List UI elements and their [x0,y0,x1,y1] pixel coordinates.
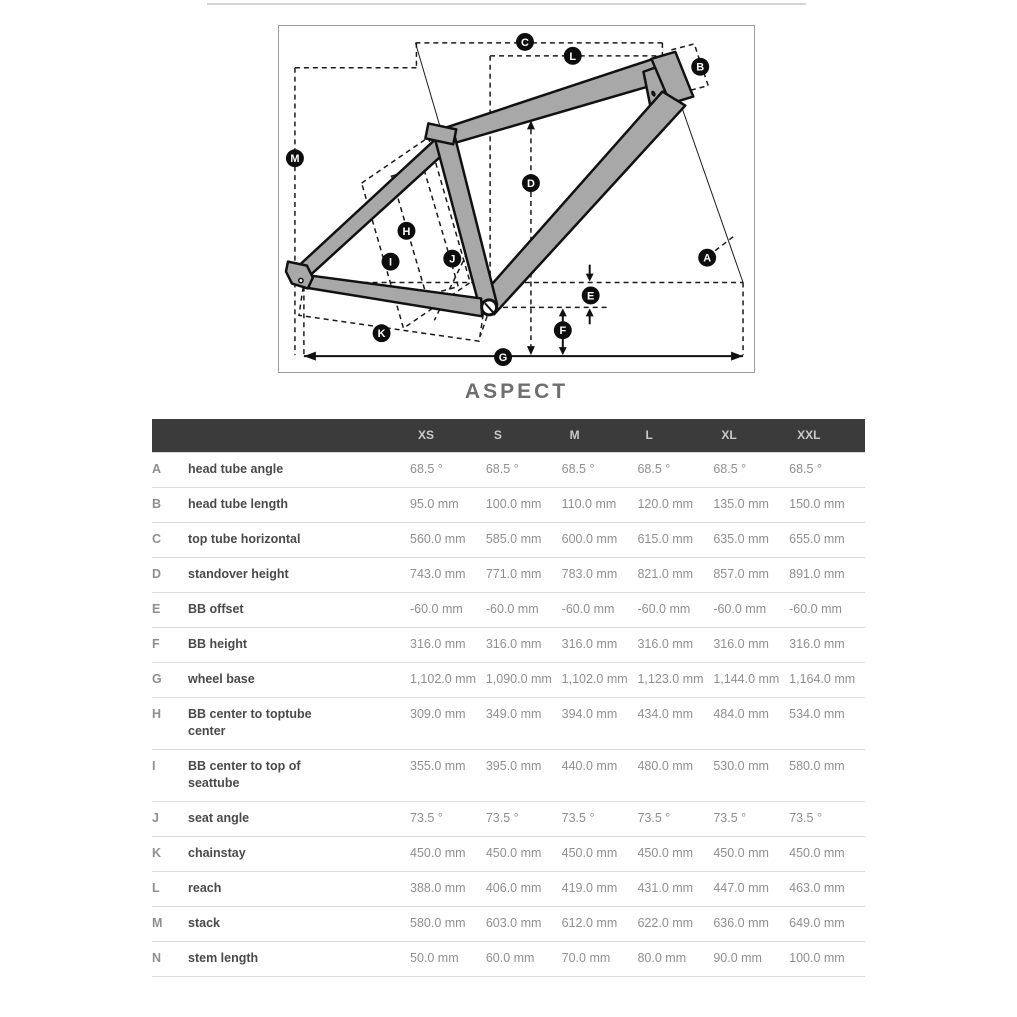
value-cell: 406.0 mm [486,872,562,907]
bike-frame-svg [279,26,754,372]
row-letter: M [152,907,188,942]
row-label: head tube length [188,488,410,523]
size-header-m: M [562,419,638,453]
badge-k [373,324,391,342]
value-cell: 349.0 mm [486,698,562,750]
row-label: top tube horizontal [188,523,410,558]
badge-a [698,249,716,267]
svg-text:B: B [696,61,705,74]
measurement-arrows [304,120,743,360]
value-cell: 110.0 mm [562,488,638,523]
table-row [152,628,865,663]
size-header-row [152,419,865,453]
value-cell: 73.5 ° [486,802,562,837]
badge-i [382,253,400,271]
value-cell: 316.0 mm [486,628,562,663]
table-row [152,802,865,837]
value-cell: 316.0 mm [410,628,486,663]
value-cell: 73.5 ° [410,802,486,837]
row-letter: J [152,802,188,837]
header-spacer [188,419,410,453]
value-cell: 316.0 mm [637,628,713,663]
frame-geometry-diagram [278,25,755,373]
row-letter: H [152,698,188,750]
value-cell: 1,164.0 mm [789,663,865,698]
badge-b [691,58,709,76]
value-cell: 585.0 mm [486,523,562,558]
value-cell: 600.0 mm [562,523,638,558]
value-cell: -60.0 mm [637,593,713,628]
size-header-l: L [637,419,713,453]
row-label: chainstay [188,837,410,872]
row-label: stack [188,907,410,942]
row-label: BB center to toptube center [188,698,410,750]
row-label: seat angle [188,802,410,837]
value-cell: -60.0 mm [713,593,789,628]
value-cell: 316.0 mm [562,628,638,663]
table-row [152,558,865,593]
badge-j [443,250,461,268]
value-cell: 90.0 mm [713,942,789,977]
svg-text:M: M [290,153,300,166]
row-letter: L [152,872,188,907]
svg-text:D: D [526,178,535,191]
value-cell: 68.5 ° [713,453,789,488]
svg-text:E: E [587,290,595,303]
value-cell: 615.0 mm [637,523,713,558]
row-label: BB offset [188,593,410,628]
table-row [152,872,865,907]
value-cell: 580.0 mm [789,750,865,802]
row-label: BB height [188,628,410,663]
value-cell: 530.0 mm [713,750,789,802]
value-cell: 1,144.0 mm [713,663,789,698]
value-cell: 450.0 mm [410,837,486,872]
svg-text:L: L [569,50,577,63]
value-cell: 355.0 mm [410,750,486,802]
table-row [152,907,865,942]
value-cell: 434.0 mm [637,698,713,750]
value-cell: 655.0 mm [789,523,865,558]
table-row [152,698,865,750]
value-cell: 891.0 mm [789,558,865,593]
value-cell: 635.0 mm [713,523,789,558]
chainstay [303,275,482,317]
value-cell: 450.0 mm [486,837,562,872]
value-cell: 450.0 mm [789,837,865,872]
dropout-hole [299,278,303,282]
row-label: BB center to top of seattube [188,750,410,802]
value-cell: 316.0 mm [713,628,789,663]
value-cell: 1,102.0 mm [562,663,638,698]
svg-text:A: A [703,252,712,265]
value-cell: 1,123.0 mm [637,663,713,698]
top-divider [207,3,806,5]
value-cell: 150.0 mm [789,488,865,523]
value-cell: 484.0 mm [713,698,789,750]
value-cell: 120.0 mm [637,488,713,523]
value-cell: 73.5 ° [562,802,638,837]
value-cell: 580.0 mm [410,907,486,942]
value-cell: 463.0 mm [789,872,865,907]
svg-text:H: H [402,225,411,238]
svg-text:C: C [521,36,529,49]
badge-h [398,222,416,240]
size-header-xxl: XXL [789,419,865,453]
value-cell: 450.0 mm [637,837,713,872]
value-cell: 80.0 mm [637,942,713,977]
value-cell: 771.0 mm [486,558,562,593]
value-cell: 388.0 mm [410,872,486,907]
value-cell: 560.0 mm [410,523,486,558]
size-header-s: S [486,419,562,453]
badge-e [582,286,600,304]
row-letter: D [152,558,188,593]
value-cell: 622.0 mm [637,907,713,942]
badge-d [522,174,540,192]
value-cell: 534.0 mm [789,698,865,750]
value-cell: 480.0 mm [637,750,713,802]
value-cell: 450.0 mm [562,837,638,872]
value-cell: 857.0 mm [713,558,789,593]
value-cell: -60.0 mm [410,593,486,628]
value-cell: 431.0 mm [637,872,713,907]
table-row [152,593,865,628]
value-cell: 612.0 mm [562,907,638,942]
value-cell: 73.5 ° [713,802,789,837]
value-cell: 60.0 mm [486,942,562,977]
row-letter: B [152,488,188,523]
value-cell: 603.0 mm [486,907,562,942]
row-label: stem length [188,942,410,977]
value-cell: 636.0 mm [713,907,789,942]
size-header-xl: XL [713,419,789,453]
value-cell: 73.5 ° [789,802,865,837]
value-cell: 395.0 mm [486,750,562,802]
table-row [152,942,865,977]
size-header-xs: XS [410,419,486,453]
value-cell: 73.5 ° [637,802,713,837]
svg-text:G: G [498,352,508,365]
row-letter: C [152,523,188,558]
table-row [152,837,865,872]
row-label: wheel base [188,663,410,698]
value-cell: 309.0 mm [410,698,486,750]
badge-f [554,321,572,339]
value-cell: -60.0 mm [789,593,865,628]
row-letter: G [152,663,188,698]
row-letter: I [152,750,188,802]
table-row [152,453,865,488]
value-cell: 783.0 mm [562,558,638,593]
badge-m [286,149,304,167]
value-cell: 394.0 mm [562,698,638,750]
model-title: ASPECT [464,380,569,403]
value-cell: 68.5 ° [486,453,562,488]
value-cell: 1,102.0 mm [410,663,486,698]
value-cell: 316.0 mm [789,628,865,663]
value-cell: 1,090.0 mm [486,663,562,698]
svg-text:F: F [559,325,567,338]
value-cell: -60.0 mm [562,593,638,628]
value-cell: 68.5 ° [562,453,638,488]
svg-text:K: K [377,328,386,341]
row-letter: K [152,837,188,872]
value-cell: 419.0 mm [562,872,638,907]
value-cell: 649.0 mm [789,907,865,942]
value-cell: 95.0 mm [410,488,486,523]
row-label: reach [188,872,410,907]
row-letter: F [152,628,188,663]
badge-l [564,47,582,65]
value-cell: 450.0 mm [713,837,789,872]
value-cell: 68.5 ° [637,453,713,488]
value-cell: 743.0 mm [410,558,486,593]
header-spacer [152,419,188,453]
value-cell: 70.0 mm [562,942,638,977]
row-label: standover height [188,558,410,593]
value-cell: 440.0 mm [562,750,638,802]
value-cell: 50.0 mm [410,942,486,977]
value-cell: 100.0 mm [486,488,562,523]
value-cell: 100.0 mm [789,942,865,977]
value-cell: 135.0 mm [713,488,789,523]
geometry-table [152,419,865,977]
table-row [152,750,865,802]
row-letter: A [152,453,188,488]
value-cell: 68.5 ° [410,453,486,488]
row-letter: N [152,942,188,977]
value-cell: 68.5 ° [789,453,865,488]
svg-text:J: J [449,253,456,266]
badge-c [516,33,534,51]
table-row [152,663,865,698]
svg-text:I: I [389,256,393,269]
value-cell: -60.0 mm [486,593,562,628]
value-cell: 447.0 mm [713,872,789,907]
table-row [152,523,865,558]
badge-g [494,348,512,366]
row-letter: E [152,593,188,628]
row-label: head tube angle [188,453,410,488]
value-cell: 821.0 mm [637,558,713,593]
seat-stay [300,139,446,275]
table-row [152,488,865,523]
